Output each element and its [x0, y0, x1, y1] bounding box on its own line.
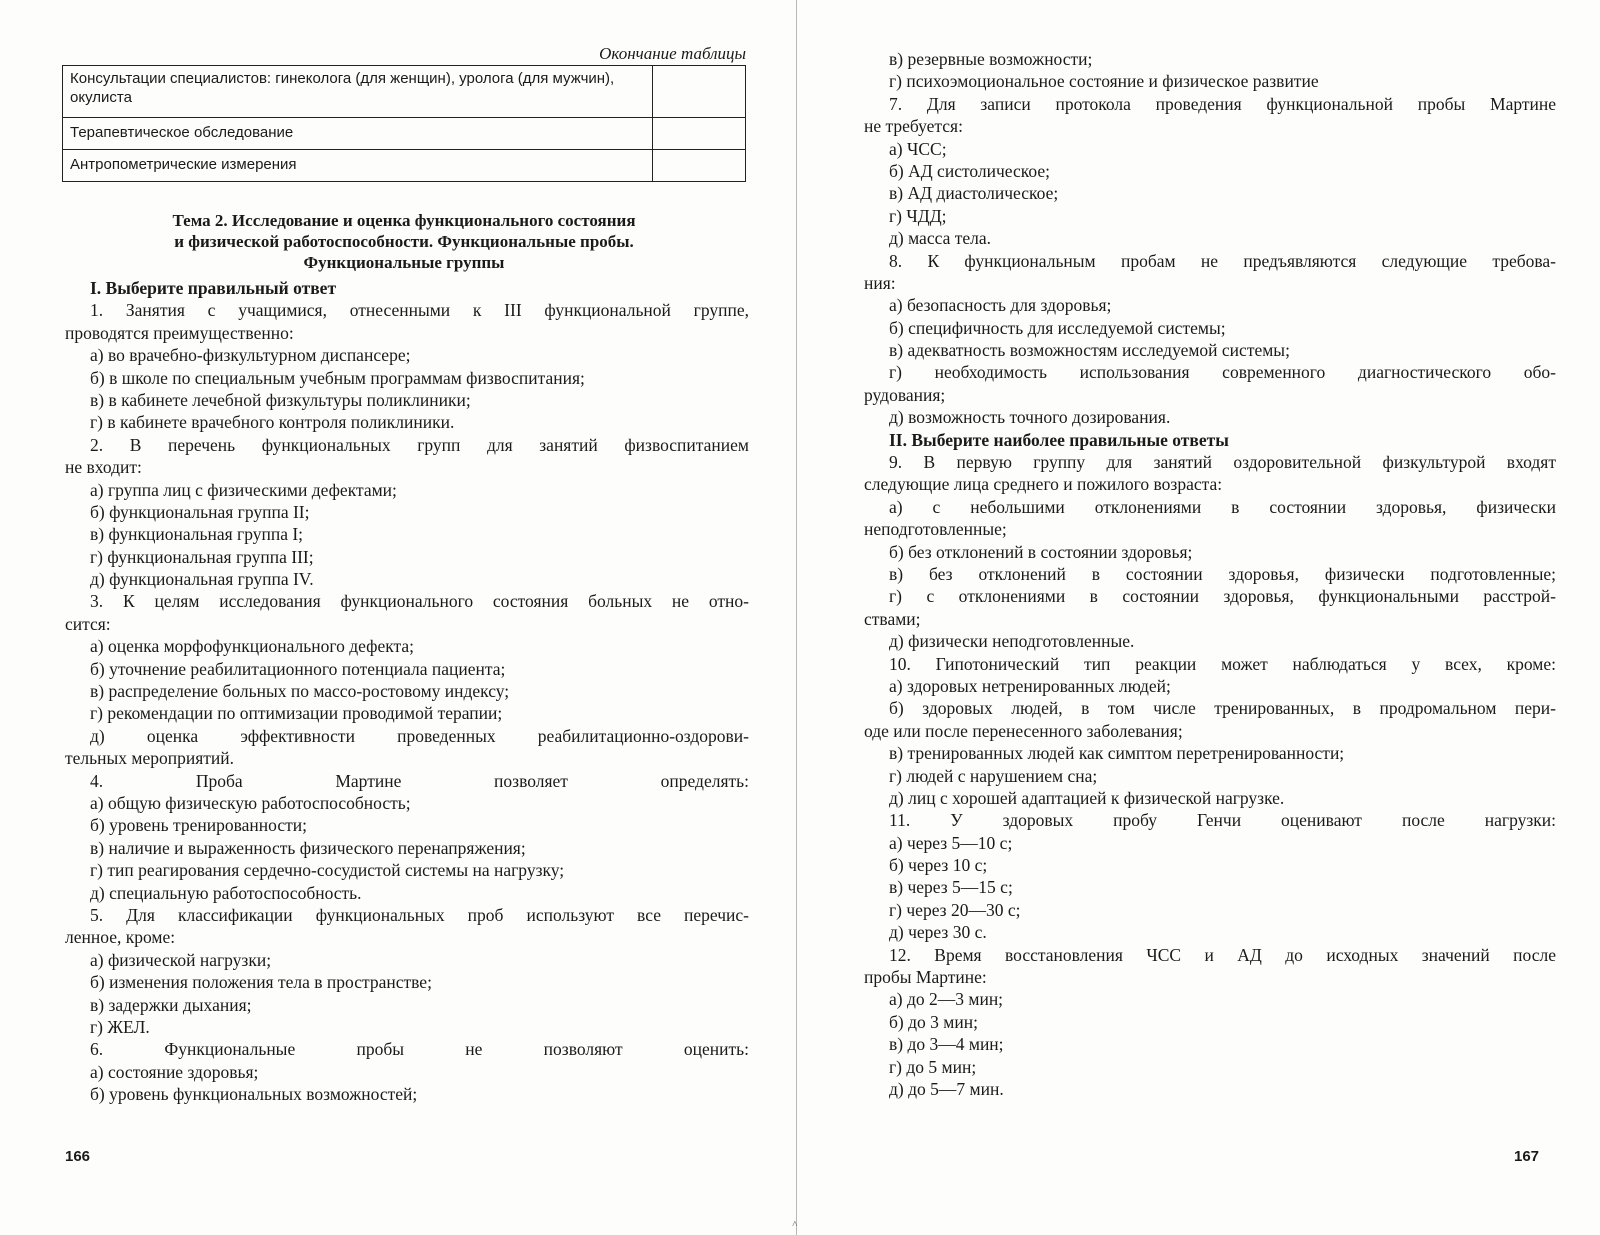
- answer-option: б) здоровых людей, в том числе тренированных, в продромальном пери-: [889, 698, 1556, 719]
- answer-option: а) физической нагрузки;: [90, 949, 272, 970]
- answer-option: д) физически неподготовленные.: [889, 631, 1135, 652]
- answer-option: а) группа лиц с физическими дефектами;: [90, 479, 397, 500]
- question-line: 6. Функциональные пробы не позволяют оценить:: [90, 1039, 749, 1060]
- continuation-line: не требуется:: [864, 116, 963, 137]
- answer-option: а) состояние здоровья;: [90, 1061, 259, 1082]
- answer-option: а) здоровых нетренированных людей;: [889, 675, 1171, 696]
- question-line: 5. Для классификации функциональных проб используют все перечис-: [90, 904, 749, 925]
- answer-option: д) масса тела.: [889, 228, 992, 249]
- answer-option: в) без отклонений в состоянии здоровья, физически подготовленные;: [889, 563, 1556, 584]
- right-text-column: [864, 48, 1556, 1100]
- answer-option: в) до 3—4 мин;: [889, 1034, 1004, 1055]
- answer-option: в) резервные возможности;: [889, 49, 1093, 69]
- answer-option: а) ЧСС;: [889, 138, 947, 159]
- question-line: 1. Занятия с учащимися, отнесенными к III функциональной группе,: [90, 300, 749, 321]
- table-cell: Консультации специалистов: гинеколога (для женщин), уролога (для мужчин), окулиста: [63, 66, 653, 118]
- answer-option: в) наличие и выраженность физического перенапряжения;: [90, 837, 526, 858]
- answer-option: в) задержки дыхания;: [90, 994, 252, 1015]
- continuation-line: проводятся преимущественно:: [65, 322, 294, 343]
- continuation-line: неподготовленные;: [864, 519, 1007, 540]
- continuation-line: ния:: [864, 272, 896, 293]
- answer-option: б) уровень тренированности;: [90, 815, 307, 836]
- answer-option: б) функциональная группа II;: [90, 501, 310, 522]
- topic-line: Функциональные группы: [303, 253, 505, 272]
- answer-option: г) людей с нарушением сна;: [889, 765, 1098, 786]
- answer-option: б) изменения положения тела в пространстве;: [90, 972, 432, 993]
- question-line: 3. К целям исследования функционального состояния больных не отно-: [90, 591, 749, 612]
- page-number: 167: [1514, 1148, 1540, 1165]
- left-text-column: [65, 277, 749, 1105]
- answer-option: д) через 30 с.: [889, 922, 987, 943]
- answer-option: б) в школе по специальным учебным программам физвоспитания;: [90, 367, 585, 388]
- question-line: 2. В перечень функциональных групп для занятий физвоспитанием: [90, 434, 749, 455]
- answer-option: б) АД систолическое;: [889, 160, 1050, 181]
- table-row: [63, 150, 746, 182]
- table-row: [63, 66, 746, 118]
- topic-heading: [62, 210, 746, 273]
- answer-option: д) возможность точного дозирования.: [889, 407, 1171, 428]
- answer-option: г) до 5 мин;: [889, 1056, 977, 1077]
- continuation-line: пробы Мартине:: [864, 967, 987, 988]
- answer-option: в) функциональная группа I;: [90, 524, 304, 545]
- table-cell: Антропометрические измерения: [63, 150, 653, 182]
- section-heading: II. Выберите наиболее правильные ответы: [889, 429, 1229, 450]
- answer-option: г) тип реагирования сердечно-сосудистой системы на нагрузку;: [90, 860, 565, 881]
- question-line: 8. К функциональным пробам не предъявляются следующие требова-: [889, 250, 1556, 271]
- page-number: 166: [65, 1148, 91, 1165]
- answer-option: а) общую физическую работоспособность;: [90, 792, 411, 813]
- answer-option: г) с отклонениями в состоянии здоровья, функциональными расстрой-: [889, 586, 1556, 607]
- table-cell-empty: [653, 150, 746, 182]
- table-row: [63, 118, 746, 150]
- table-cell-empty: [653, 118, 746, 150]
- answer-option: б) уточнение реабилитационного потенциала пациента;: [90, 658, 506, 679]
- answer-option: а) оценка морфофункционального дефекта;: [90, 636, 414, 657]
- answer-option: б) специфичность для исследуемой системы;: [889, 317, 1226, 338]
- topic-line: Тема 2. Исследование и оценка функционального состояния: [172, 211, 636, 230]
- continuation-line: ствами;: [864, 608, 921, 629]
- right-page: [804, 0, 1600, 1235]
- answer-option: а) с небольшими отклонениями в состоянии здоровья, физически: [889, 496, 1556, 517]
- answer-option: б) через 10 с;: [889, 855, 988, 876]
- answer-option: г) психоэмоциональное состояние и физическое развитие: [889, 71, 1319, 92]
- answer-option: г) необходимость использования современного диагностического обо-: [889, 362, 1556, 383]
- answer-option: а) безопасность для здоровья;: [889, 295, 1112, 316]
- question-line: 11. У здоровых пробу Генчи оценивают после нагрузки:: [889, 810, 1556, 831]
- continuation-line: сится:: [65, 613, 111, 634]
- answer-option: г) в кабинете врачебного контроля поликлиники.: [90, 412, 455, 433]
- continuation-line: ленное, кроме:: [65, 927, 176, 948]
- table-cell: Терапевтическое обследование: [63, 118, 653, 150]
- answer-option: г) ЧДД;: [889, 205, 947, 226]
- answer-option: а) во врачебно-физкультурном диспансере;: [90, 345, 411, 366]
- answer-option: д) специальную работоспособность.: [90, 882, 362, 903]
- topic-line: и физической работоспособности. Функциональные пробы.: [174, 232, 634, 251]
- answer-option: г) ЖЕЛ.: [90, 1016, 150, 1037]
- examination-table: [62, 65, 746, 182]
- answer-option: г) функциональная группа III;: [90, 546, 314, 567]
- answer-option: д) оценка эффективности проведенных реабилитационно-оздорови-: [90, 725, 749, 746]
- answer-option: в) тренированных людей как симптом перетренированности;: [889, 743, 1345, 764]
- question-line: 9. В первую группу для занятий оздоровительной физкультурой входят: [889, 452, 1556, 473]
- answer-option: в) АД диастолическое;: [889, 183, 1059, 204]
- answer-option: д) до 5—7 мин.: [889, 1078, 1004, 1099]
- answer-option: б) уровень функциональных возможностей;: [90, 1084, 418, 1105]
- continuation-line: рудования;: [864, 384, 946, 405]
- answer-option: д) лиц с хорошей адаптацией к физической нагрузке.: [889, 787, 1285, 808]
- answer-option: г) через 20—30 с;: [889, 899, 1021, 920]
- answer-option: а) до 2—3 мин;: [889, 989, 1004, 1010]
- answer-option: д) функциональная группа IV.: [90, 569, 314, 590]
- answer-option: в) адекватность возможностям исследуемой системы;: [889, 340, 1290, 361]
- left-page: [0, 0, 790, 1235]
- section-heading: I. Выберите правильный ответ: [90, 278, 337, 298]
- answer-option: б) до 3 мин;: [889, 1011, 978, 1032]
- answer-option: в) распределение больных по массо-ростовому индексу;: [90, 681, 510, 702]
- question-line: 4. Проба Мартине позволяет определять:: [90, 770, 749, 791]
- book-spine: [796, 0, 797, 1235]
- question-line: 10. Гипотонический тип реакции может наблюдаться у всех, кроме:: [889, 653, 1556, 674]
- binding-mark: ˄: [792, 1219, 798, 1230]
- table-caption: Окончание таблицы: [599, 44, 746, 63]
- table-cell-empty: [653, 66, 746, 118]
- answer-option: в) через 5—15 с;: [889, 877, 1013, 898]
- answer-option: г) рекомендации по оптимизации проводимой терапии;: [90, 703, 503, 724]
- question-line: 12. Время восстановления ЧСС и АД до исходных значений после: [889, 944, 1556, 965]
- continuation-line: тельных мероприятий.: [65, 748, 235, 769]
- answer-option: б) без отклонений в состоянии здоровья;: [889, 541, 1193, 562]
- continuation-line: оде или после перенесенного заболевания;: [864, 720, 1183, 741]
- question-line: 7. Для записи протокола проведения функциональной пробы Мартине: [889, 93, 1556, 114]
- answer-option: а) через 5—10 с;: [889, 832, 1013, 853]
- answer-option: в) в кабинете лечебной физкультуры поликлиники;: [90, 389, 471, 410]
- continuation-line: следующие лица среднего и пожилого возраста:: [864, 474, 1223, 495]
- continuation-line: не входит:: [65, 457, 142, 478]
